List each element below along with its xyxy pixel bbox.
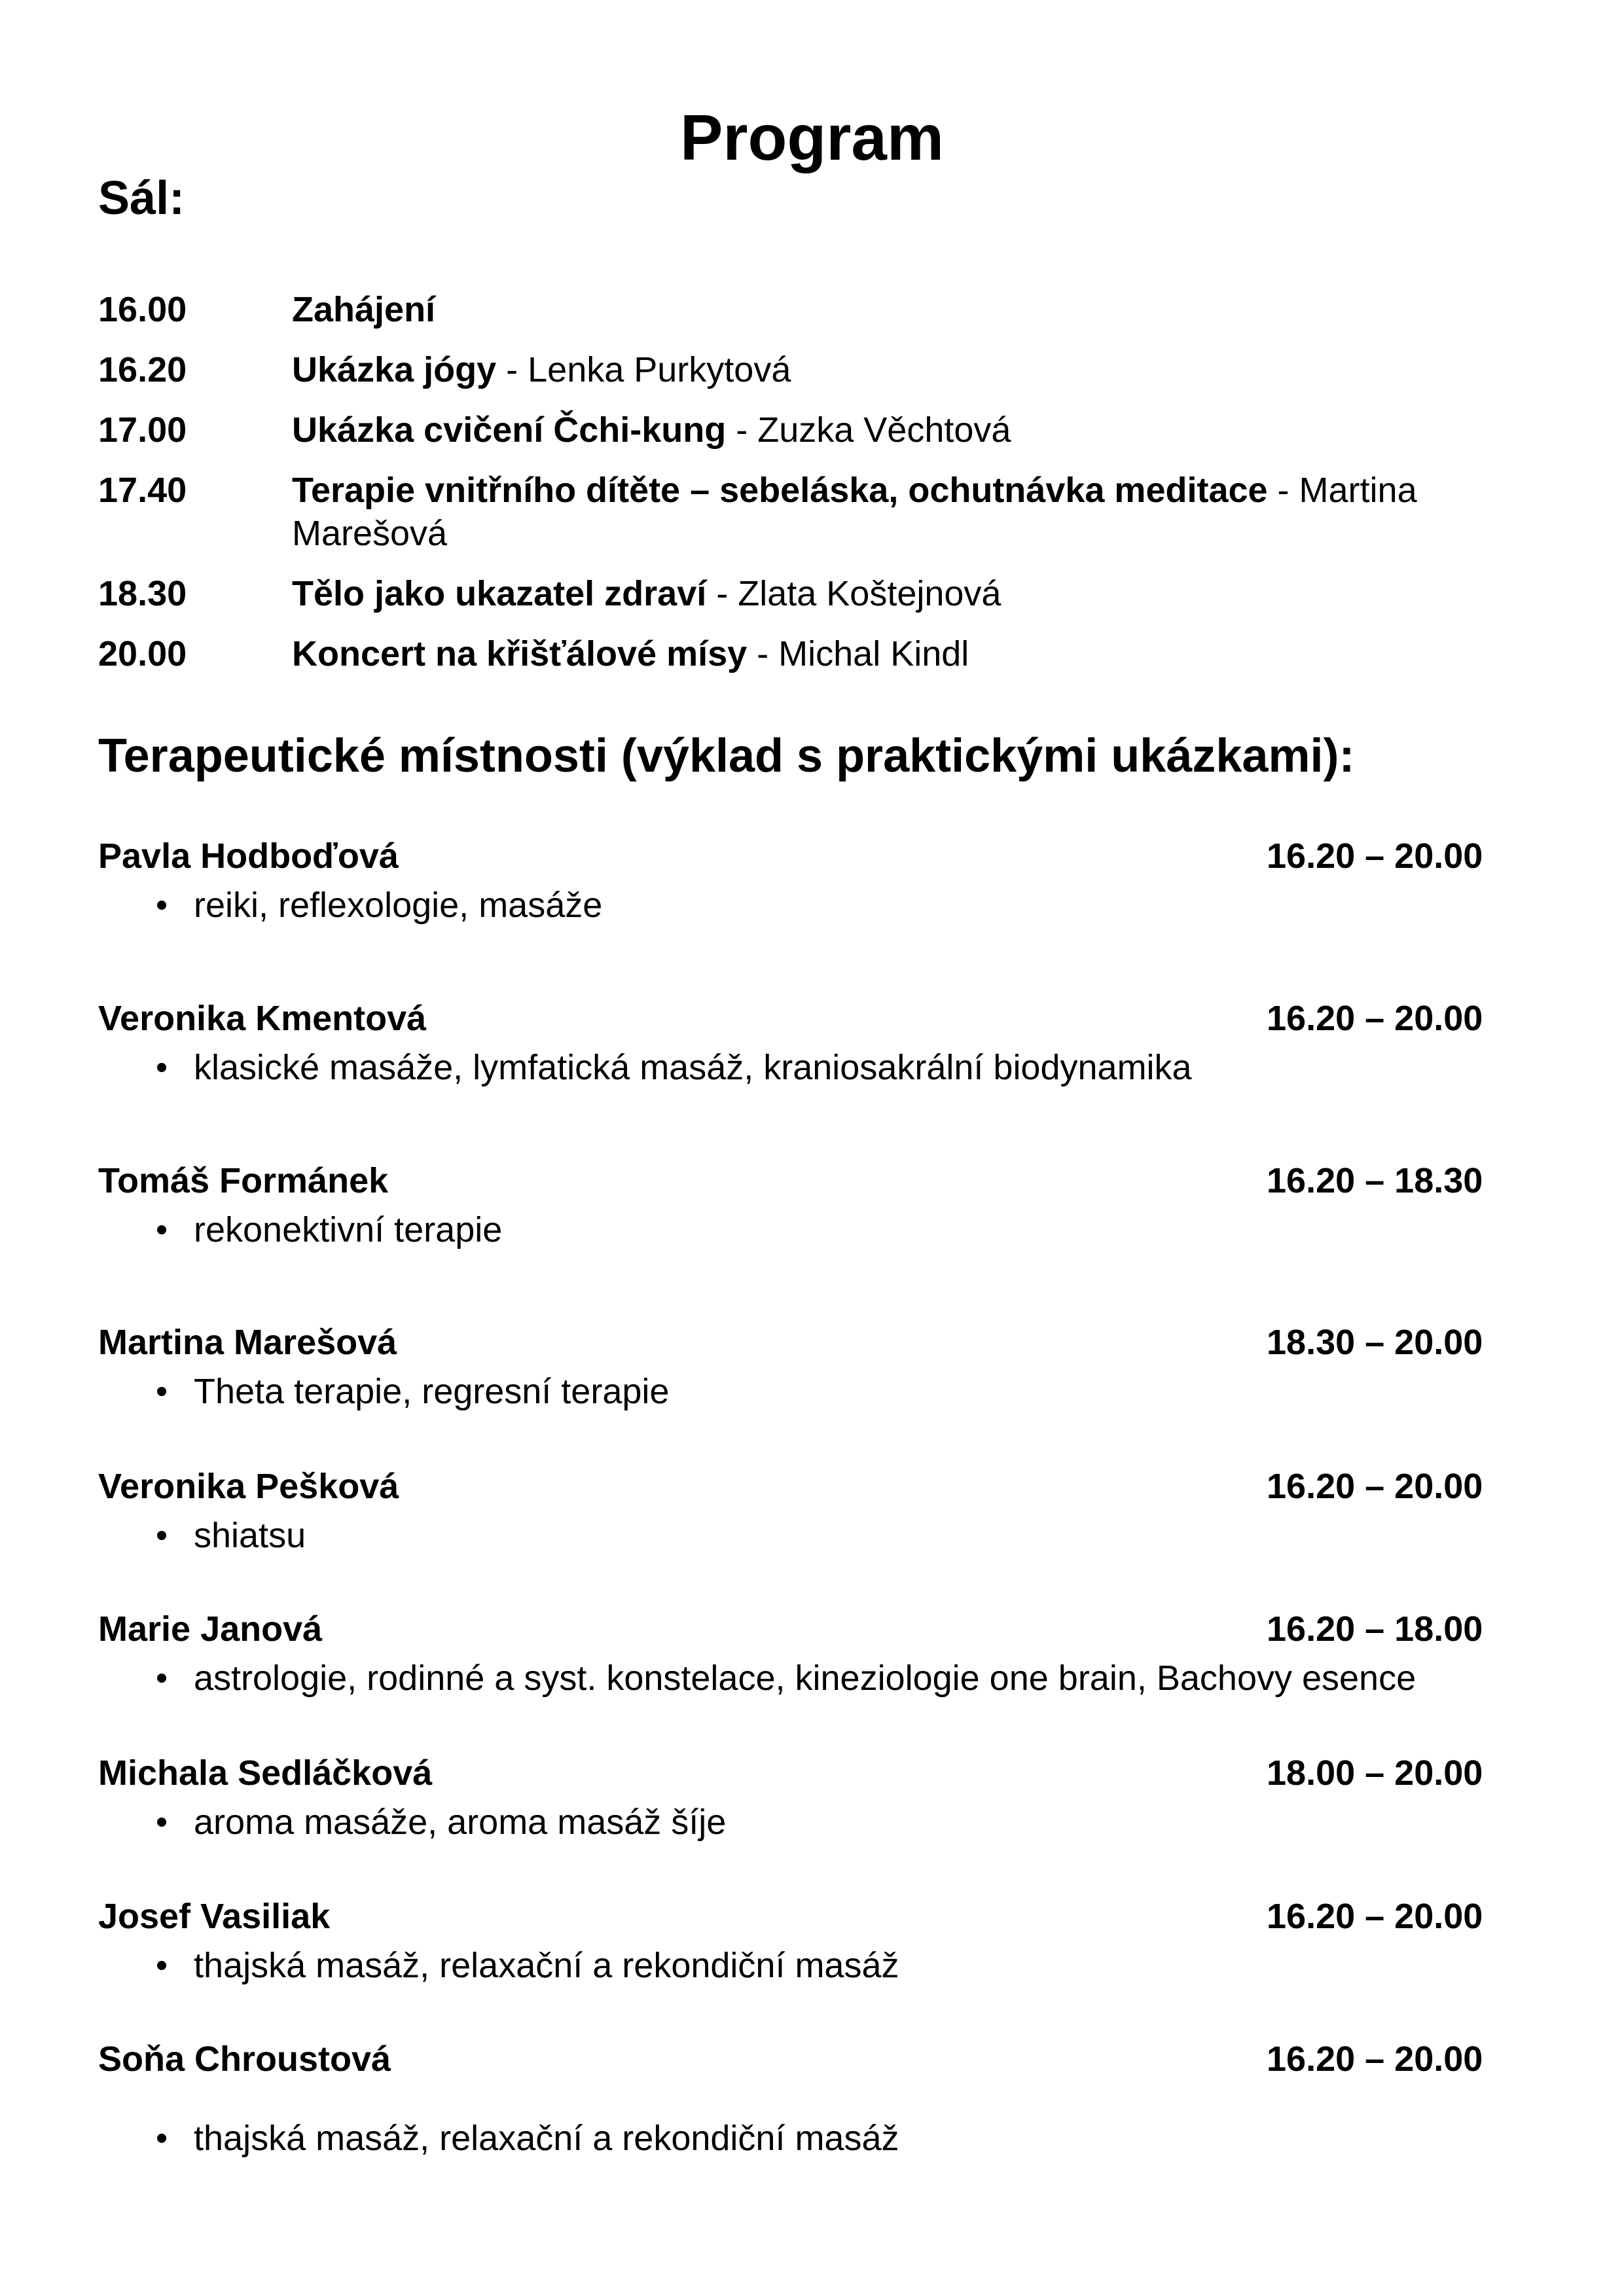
therapist-time: 16.20 – 18.30 [1267,1161,1483,1200]
service-text: thajská masáž, relaxační a rekondiční masáž [194,2119,899,2158]
bullet-dot-icon [157,1387,166,1396]
therapist-name: Josef Vasiliak [98,1897,331,1936]
bullet-dot-icon [157,1674,166,1683]
schedule-desc [292,288,1538,331]
service-bullet [157,1657,1416,1700]
service-bullet [157,1046,1192,1089]
service-text: shiatsu [194,1516,306,1555]
service-text: rekonektivní terapie [194,1210,503,1249]
therapist-name: Tomáš Formánek [98,1161,389,1200]
service-bullet [157,1514,306,1557]
service-text: reiki, reflexologie, masáže [194,886,603,925]
page-title: Program [679,101,944,173]
therapist-time: 16.20 – 20.00 [1267,836,1483,876]
bullet-dot-icon [157,1818,166,1827]
schedule-title: Ukázka jógy [292,350,497,389]
therapist-name: Veronika Kmentová [98,999,427,1038]
schedule-row [98,288,1538,331]
schedule-speaker: - Zlata Koštejnová [706,574,1001,613]
sal-heading: Sál: [98,172,185,224]
service-bullet [157,1208,502,1251]
therapist-time: 16.20 – 18.00 [1267,1609,1483,1649]
therapist-time: 16.20 – 20.00 [1267,1467,1483,1506]
schedule-desc [292,408,1538,452]
schedule-desc [292,572,1538,615]
bullet-dot-icon [157,1531,166,1540]
schedule-time: 16.00 [98,290,187,329]
therapist-time: 16.20 – 20.00 [1267,2039,1483,2079]
schedule-title: Terapie vnitřního dítěte – sebeláska, ochutnávka meditace [292,471,1268,510]
schedule-row [98,469,1538,555]
service-bullet [157,1801,726,1844]
schedule-title: Tělo jako ukazatel zdraví [292,574,707,613]
therapist-time: 16.20 – 20.00 [1267,999,1483,1038]
therapist-name: Soňa Chroustová [98,2039,391,2079]
bullet-dot-icon [157,901,166,910]
service-text: thajská masáž, relaxační a rekondiční masáž [194,1946,899,1985]
schedule-desc [292,632,1538,675]
schedule-speaker: - Michal Kindl [747,634,969,673]
service-text: Theta terapie, regresní terapie [194,1372,670,1411]
schedule-desc [292,469,1538,555]
rooms-heading: Terapeutické místnosti (výklad s praktickými ukázkami): [98,730,1355,782]
bullet-dot-icon [157,2134,166,2143]
therapist-name: Marie Janová [98,1609,323,1649]
therapist-name: Veronika Pešková [98,1467,399,1506]
bullet-dot-icon [157,1063,166,1072]
schedule-row [98,632,1538,675]
schedule-time: 17.40 [98,471,187,510]
schedule-row [98,572,1538,615]
bullet-dot-icon [157,1961,166,1970]
schedule-speaker: - Zuzka Věchtová [726,410,1011,450]
therapist-name: Martina Marešová [98,1323,397,1362]
schedule-speaker: - Lenka Purkytová [496,350,791,389]
schedule-title: Zahájení [292,290,436,329]
service-text: klasické masáže, lymfatická masáž, kraniosakrální biodynamika [194,1048,1192,1087]
service-text: astrologie, rodinné a syst. konstelace, kineziologie one brain, Bachovy esence [194,1659,1416,1698]
schedule-time: 17.00 [98,410,187,450]
schedule-time: 20.00 [98,634,187,673]
schedule-speaker: - Martina Marešová [292,471,1417,553]
therapist-name: Michala Sedláčková [98,1753,433,1793]
bullet-dot-icon [157,1225,166,1234]
schedule-row [98,348,1538,391]
therapist-name: Pavla Hodboďová [98,836,399,876]
service-bullet [157,2117,899,2160]
service-bullet [157,1944,899,1987]
therapist-time: 18.30 – 20.00 [1267,1323,1483,1362]
service-bullet [157,1370,669,1413]
therapist-time: 16.20 – 20.00 [1267,1897,1483,1936]
schedule-time: 16.20 [98,350,187,389]
schedule-list [98,288,1538,692]
schedule-desc [292,348,1538,391]
schedule-title: Koncert na křišťálové mísy [292,634,748,673]
service-text: aroma masáže, aroma masáž šíje [194,1803,727,1842]
schedule-title: Ukázka cvičení Čchi-kung [292,410,727,450]
schedule-time: 18.30 [98,574,187,613]
service-bullet [157,884,602,927]
therapist-time: 18.00 – 20.00 [1267,1753,1483,1793]
schedule-row [98,408,1538,452]
